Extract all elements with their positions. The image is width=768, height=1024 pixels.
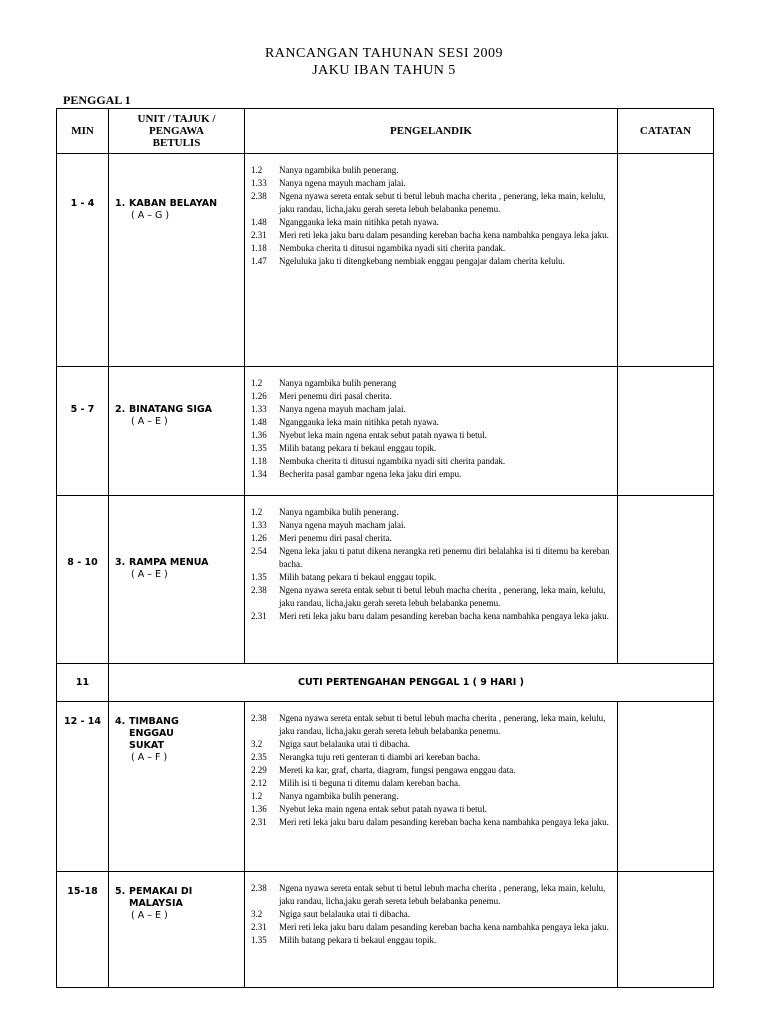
outcome-text: Nanya ngena mayuh macham jalai.	[279, 520, 406, 530]
yearly-plan-table	[56, 108, 714, 988]
list-item	[251, 468, 613, 481]
pengelandik-cell	[245, 872, 618, 988]
list-item	[251, 455, 613, 468]
outcome-code: 1.33	[251, 404, 267, 414]
list-item	[251, 882, 613, 908]
outcome-code: 1.36	[251, 430, 267, 440]
outcome-text: Nanya ngambika bulih penerang.	[279, 165, 399, 175]
list-item	[251, 803, 613, 816]
unit-cell	[109, 702, 245, 872]
outcome-text: Meri penemu diri pasal cherita.	[279, 391, 392, 401]
list-item	[251, 390, 613, 403]
list-item	[251, 164, 613, 177]
catatan-cell	[618, 872, 714, 988]
outcome-text: Ngena nyawa sereta entak sebut ti betul lebuh macha cherita , penerang, leka main, kelulu, jaku randau, licha,jaku gerah sereta lebuh belabanka penemu.	[279, 713, 606, 736]
outcome-code: 1.48	[251, 217, 267, 227]
outcome-code: 1.35	[251, 572, 267, 582]
outcome-text: Meri reti leka jaku baru dalam pesanding kereban bacha kena nambahka pengaya leka jaku.	[279, 817, 609, 827]
list-item	[251, 934, 613, 947]
list-item	[251, 506, 613, 519]
outcome-code: 1.35	[251, 935, 267, 945]
list-item	[251, 532, 613, 545]
outcome-text: Nanya ngena mayuh macham jalai.	[279, 178, 406, 188]
outcome-code: 2.31	[251, 922, 267, 932]
unit-title: TIMBANG ENGGAU SUKAT	[129, 716, 179, 751]
outcome-code: 1.26	[251, 533, 267, 543]
list-item	[251, 738, 613, 751]
learning-outcome-list	[245, 496, 617, 629]
list-item	[251, 442, 613, 455]
list-item	[251, 610, 613, 623]
outcome-code: 2.12	[251, 778, 267, 788]
outcome-text: Ngena nyawa sereta entak sebut ti betul lebuh macha cherita , penerang, leka main, kelulu, jaku randau, licha,jaku gerah sereta lebuh belabanka penemu.	[279, 191, 606, 214]
learning-outcome-list	[245, 154, 617, 274]
unit-number: 1.	[115, 198, 126, 209]
list-item	[251, 545, 613, 571]
holiday-label: CUTI PERTENGAHAN PENGGAL 1 ( 9 HARI )	[109, 664, 714, 702]
list-item	[251, 255, 613, 268]
list-item	[251, 790, 613, 803]
outcome-text: Meri reti leka jaku baru dalam pesanding kereban bacha kena nambahka pengaya leka jaku.	[279, 611, 609, 621]
outcome-code: 1.47	[251, 256, 267, 266]
list-item	[251, 229, 613, 242]
outcome-text: Nyebut leka main ngena entak sebut patah nyawa ti betul.	[279, 804, 487, 814]
outcome-text: Ngeluluka jaku ti ditengkebang nembiak enggau pengajar dalam cherita kelulu.	[279, 256, 565, 266]
outcome-code: 3.2	[251, 739, 263, 749]
list-item	[251, 571, 613, 584]
list-item	[251, 751, 613, 764]
outcome-text: Ngiga saut belalauka utai ti dibacha.	[279, 909, 410, 919]
outcome-code: 2.35	[251, 752, 267, 762]
min-cell	[57, 367, 109, 496]
unit-title: BINATANG SIGA	[129, 404, 213, 415]
outcome-text: Nerangka tuju reti genteran ti diambi ari kereban bacha.	[279, 752, 481, 762]
list-item	[251, 777, 613, 790]
list-item	[251, 921, 613, 934]
outcome-text: Mereti ka kar, graf, charta, diagram, fungsi pengawa enggau data.	[279, 765, 516, 775]
outcome-text: Meri penemu diri pasal cherita.	[279, 533, 392, 543]
holiday-row	[57, 664, 714, 702]
outcome-code: 2.38	[251, 883, 267, 893]
outcome-text: Nanya ngena mayuh macham jalai.	[279, 404, 406, 414]
list-item	[251, 403, 613, 416]
list-item	[251, 216, 613, 229]
learning-outcome-list	[245, 702, 617, 835]
list-item	[251, 908, 613, 921]
outcome-code: 1.34	[251, 469, 267, 479]
unit-cell	[109, 496, 245, 664]
min-cell: 11	[57, 664, 109, 702]
header-catatan: CATATAN	[618, 109, 714, 154]
outcome-text: Meri reti leka jaku baru dalam pesanding kereban bacha kena nambahka pengaya leka jaku.	[279, 922, 609, 932]
table-row	[57, 367, 714, 496]
min-cell	[57, 872, 109, 988]
term-label: PENGGAL 1	[63, 93, 131, 107]
header-unit: UNIT / TAJUK / PENGAWA BETULIS	[109, 109, 245, 154]
outcome-code: 1.18	[251, 456, 267, 466]
unit-number: 4.	[115, 716, 126, 727]
pengelandik-cell	[245, 154, 618, 367]
table-row	[57, 496, 714, 664]
outcome-text: Ngena leka jaku ti patut dikena nerangka reti penemu diri belalahka isi ti ditemu ba kereban bacha.	[279, 546, 610, 569]
document-title: RANCANGAN TAHUNAN SESI 2009	[264, 46, 504, 61]
outcome-code: 2.38	[251, 191, 267, 201]
outcome-text: Nyebut leka main ngena entak sebut patah nyawa ti betul.	[279, 430, 487, 440]
list-item	[251, 416, 613, 429]
outcome-code: 2.38	[251, 585, 267, 595]
outcome-code: 1.2	[251, 378, 263, 388]
header-row	[57, 109, 714, 154]
min-value: 15-18	[67, 886, 98, 897]
unit-number: 2.	[115, 404, 126, 415]
outcome-text: Nanya ngambika bulih penerang	[279, 378, 397, 388]
catatan-cell	[618, 154, 714, 367]
table-row	[57, 702, 714, 872]
outcome-code: 1.2	[251, 507, 263, 517]
min-cell	[57, 154, 109, 367]
pengelandik-cell	[245, 496, 618, 664]
outcome-code: 1.18	[251, 243, 267, 253]
list-item	[251, 584, 613, 610]
pengelandik-cell	[245, 367, 618, 496]
outcome-text: Nanya ngambika bulih penerang.	[279, 507, 399, 517]
outcome-code: 2.31	[251, 230, 267, 240]
list-item	[251, 816, 613, 829]
outcome-code: 2.31	[251, 817, 267, 827]
list-item	[251, 377, 613, 390]
outcome-code: 1.35	[251, 443, 267, 453]
unit-number: 5.	[115, 886, 126, 897]
outcome-text: Becherita pasal gambar ngena leka jaku diri empu.	[279, 469, 462, 479]
outcome-text: Milih batang pekara ti bekaul enggau topik.	[279, 572, 437, 582]
list-item	[251, 190, 613, 216]
list-item	[251, 519, 613, 532]
learning-outcome-list	[245, 872, 617, 953]
outcome-code: 3.2	[251, 909, 263, 919]
outcome-text: Milih batang pekara ti bekaul enggau topik.	[279, 443, 437, 453]
learning-outcome-list	[245, 367, 617, 487]
outcome-text: Ngena nyawa sereta entak sebut ti betul lebuh macha cherita , penerang, leka main, kelulu, jaku randau, licha,jaku gerah sereta lebuh belabanka penemu.	[279, 883, 606, 906]
outcome-text: Meri reti leka jaku baru dalam pesanding kereban bacha kena nambahka pengaya leka jaku.	[279, 230, 609, 240]
unit-code: ( A – E )	[131, 569, 168, 580]
outcome-text: Ngiga saut belalauka utai ti dibacha.	[279, 739, 410, 749]
unit-code: ( A – G )	[131, 210, 170, 221]
outcome-text: Nganggauka leka main nitihka petah nyawa.	[279, 417, 439, 427]
min-cell	[57, 496, 109, 664]
unit-title: RAMPA MENUA	[129, 557, 209, 568]
list-item	[251, 242, 613, 255]
outcome-text: Nanya ngambika bulih penerang.	[279, 791, 399, 801]
outcome-code: 2.31	[251, 611, 267, 621]
unit-cell	[109, 872, 245, 988]
outcome-code: 1.33	[251, 178, 267, 188]
outcome-code: 1.2	[251, 165, 263, 175]
table-row	[57, 154, 714, 367]
header-min: MIN	[57, 109, 109, 154]
outcome-code: 2.29	[251, 765, 267, 775]
outcome-text: Nganggauka leka main nitihka petah nyawa.	[279, 217, 439, 227]
outcome-code: 1.33	[251, 520, 267, 530]
list-item	[251, 712, 613, 738]
outcome-code: 1.26	[251, 391, 267, 401]
min-value: 5 - 7	[70, 404, 95, 415]
outcome-code: 2.54	[251, 546, 267, 556]
unit-title: KABAN BELAYAN	[129, 198, 218, 209]
catatan-cell	[618, 367, 714, 496]
document-subtitle: JAKU IBAN TAHUN 5	[312, 63, 456, 78]
unit-code: ( A – E )	[131, 910, 168, 921]
unit-title: PEMAKAI DI MALAYSIA	[129, 886, 193, 909]
outcome-code: 1.2	[251, 791, 263, 801]
list-item	[251, 764, 613, 777]
min-value: 8 - 10	[67, 557, 98, 568]
min-value: 12 - 14	[64, 716, 101, 727]
list-item	[251, 429, 613, 442]
unit-code: ( A – F )	[131, 752, 168, 763]
outcome-text: Milih isi ti beguna ti ditemu dalam kereban bacha.	[279, 778, 461, 788]
min-value: 1 - 4	[70, 198, 95, 209]
outcome-code: 1.36	[251, 804, 267, 814]
catatan-cell	[618, 702, 714, 872]
outcome-text: Milih batang pekara ti bekaul enggau topik.	[279, 935, 437, 945]
unit-cell	[109, 154, 245, 367]
unit-number: 3.	[115, 557, 126, 568]
pengelandik-cell	[245, 702, 618, 872]
min-cell	[57, 702, 109, 872]
list-item	[251, 177, 613, 190]
outcome-text: Nembuka cherita ti ditusui ngambika nyadi siti cherita pandak.	[279, 456, 506, 466]
outcome-code: 2.38	[251, 713, 267, 723]
outcome-text: Ngena nyawa sereta entak sebut ti betul lebuh macha cherita , penerang, leka main, kelulu, jaku randau, licha,jaku gerah sereta lebuh belabanka penemu.	[279, 585, 606, 608]
unit-cell	[109, 367, 245, 496]
unit-code: ( A – E )	[131, 416, 168, 427]
table-row	[57, 872, 714, 988]
outcome-code: 1.48	[251, 417, 267, 427]
header-pengelandik: PENGELANDIK	[245, 109, 618, 154]
catatan-cell	[618, 496, 714, 664]
outcome-text: Nembuka cherita ti ditusui ngambika nyadi siti cherita pandak.	[279, 243, 506, 253]
